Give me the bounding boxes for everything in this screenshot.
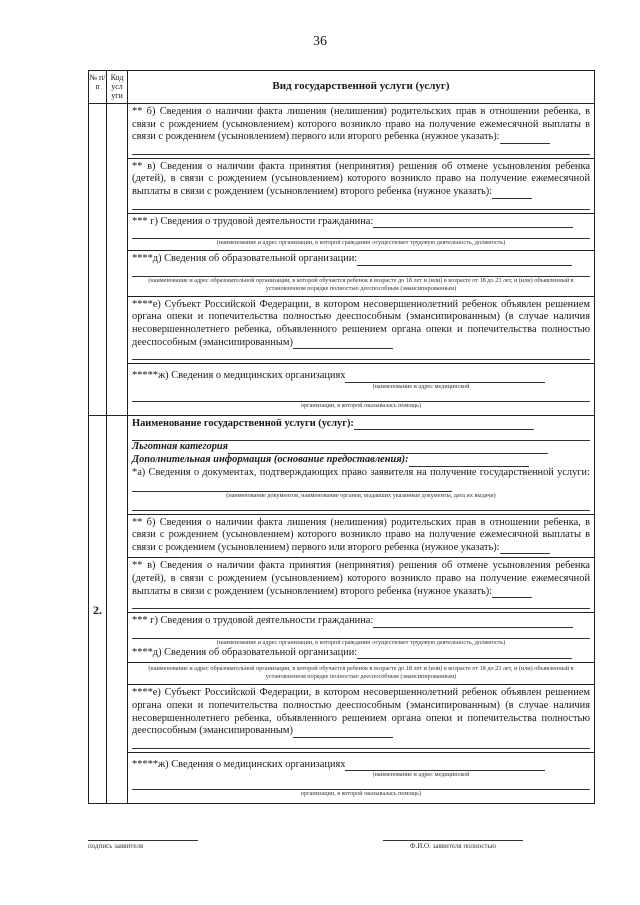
section-zh: *****ж) Сведения о медицинских организациях (наименование и адрес медицинской организации, в которой оказывалась помощь): [128, 753, 594, 802]
section-g: *** г) Сведения о трудовой деятельности гражданина: (наименование и адрес организации, в которой гражданин осуществляет трудовую деятельность, должность): [128, 214, 594, 252]
section-b: ** б) Сведения о наличии факта лишения (нелишения) родительских прав в отношении ребенка, в связи с рождением (усыновлением) которого возникло право на получение ежемесячной выплаты в связи с рождением (усыновлением) первого или второго ребенка (нужное указать):: [128, 104, 594, 159]
table-row: [89, 416, 594, 804]
field-b[interactable]: [500, 143, 550, 144]
field-e[interactable]: [293, 737, 393, 738]
services-table: [88, 70, 595, 804]
field-g[interactable]: [373, 627, 573, 628]
field-v[interactable]: [492, 198, 532, 199]
field-d[interactable]: [357, 658, 572, 659]
row-number: 2.: [93, 602, 102, 617]
service-name-block: Наименование государственной услуги (услуг): Льготная категория Дополнительная информация (основание предоставления): *а) Сведения о документах, подтверждающих право заявителя на получение государственной услуги: (наименование документов, наименование органов, выдавших указанные документы, дата их выдачи): [128, 416, 594, 515]
table-row: [89, 104, 594, 416]
field-d[interactable]: [357, 265, 572, 266]
section-zh: *****ж) Сведения о медицинских организациях (наименование и адрес медицинской организации, в которой оказывалась помощь): [128, 364, 594, 413]
col-number-header: № п/ п: [89, 71, 107, 103]
col-service-header: Вид государственной услуги (услуг): [272, 79, 450, 92]
field-v[interactable]: [492, 597, 532, 598]
section-b: ** б) Сведения о наличии факта лишения (нелишения) родительских прав в отношении ребенка, в связи с рождением (усыновлением) которого возникло право на получение ежемесячной выплаты в связи с рождением (усыновлением) первого или второго ребенка (нужное указать):: [128, 515, 594, 559]
section-d: ****д) Сведения об образовательной организации: (наименование и адрес образовательной организации, в которой обучается ребенок в возрасте до 18 лет и (или) в возрасте от 18 до 23 лет, и (или) объявленный в установленном порядке полностью дееспособным (эмансипированным): [128, 251, 594, 297]
applicant-signature-line[interactable]: подпись заявителя: [88, 840, 198, 850]
table-header: [89, 71, 594, 104]
field-b[interactable]: [500, 553, 550, 554]
section-e: ****е) Субъект Российской Федерации, в котором несовершеннолетний ребенок объявлен решением органа опеки и попечительства полностью дееспособным (эмансипированным) (в случае наличия несовершеннолетнего ребенка, объявленного решением органа опеки и попечительства полностью дееспособным (эмансипированным): [128, 297, 594, 364]
section-v: ** в) Сведения о наличии факта принятия (непринятия) решения об отмене усыновления ребенка (детей), в связи с рождением (усыновлением) которого возникло право на получение ежемесячной выплаты в связи с рождением (усыновлением) второго ребенка (нужное указать):: [128, 159, 594, 214]
field-service-name[interactable]: [354, 429, 534, 430]
section-e: ****е) Субъект Российской Федерации, в котором несовершеннолетний ребенок объявлен решением органа опеки и попечительства полностью дееспособным (эмансипированным) (в случае наличия несовершеннолетнего ребенка, объявленного решением органа опеки и попечительства полностью дееспособным (эмансипированным): [128, 685, 594, 752]
section-v: ** в) Сведения о наличии факта принятия (непринятия) решения об отмене усыновления ребенка (детей), в связи с рождением (усыновлением) которого возникло право на получение ежемесячной выплаты в связи с рождением (усыновлением) второго ребенка (нужное указать):: [128, 558, 594, 613]
section-g: *** г) Сведения о трудовой деятельности гражданина: (наименование и адрес организации, в которой гражданин осуществляет трудовую деятельность, должность) ****д) Сведения об образовательной организации:: [128, 613, 594, 663]
applicant-name-line[interactable]: Ф.И.О. заявителя полностью: [383, 840, 523, 850]
field-g[interactable]: [373, 227, 573, 228]
section-d: (наименование и адрес образовательной организации, в которой обучается ребенок в возрасте до 18 лет и (или) в возрасте от 18 до 23 лет, и (или) объявленный в установленном порядке полностью дееспособным (эмансипированным): [128, 663, 594, 685]
field-e[interactable]: [293, 348, 393, 349]
col-code-header: Код усл уги: [107, 71, 128, 103]
page-number: 36: [313, 34, 327, 49]
